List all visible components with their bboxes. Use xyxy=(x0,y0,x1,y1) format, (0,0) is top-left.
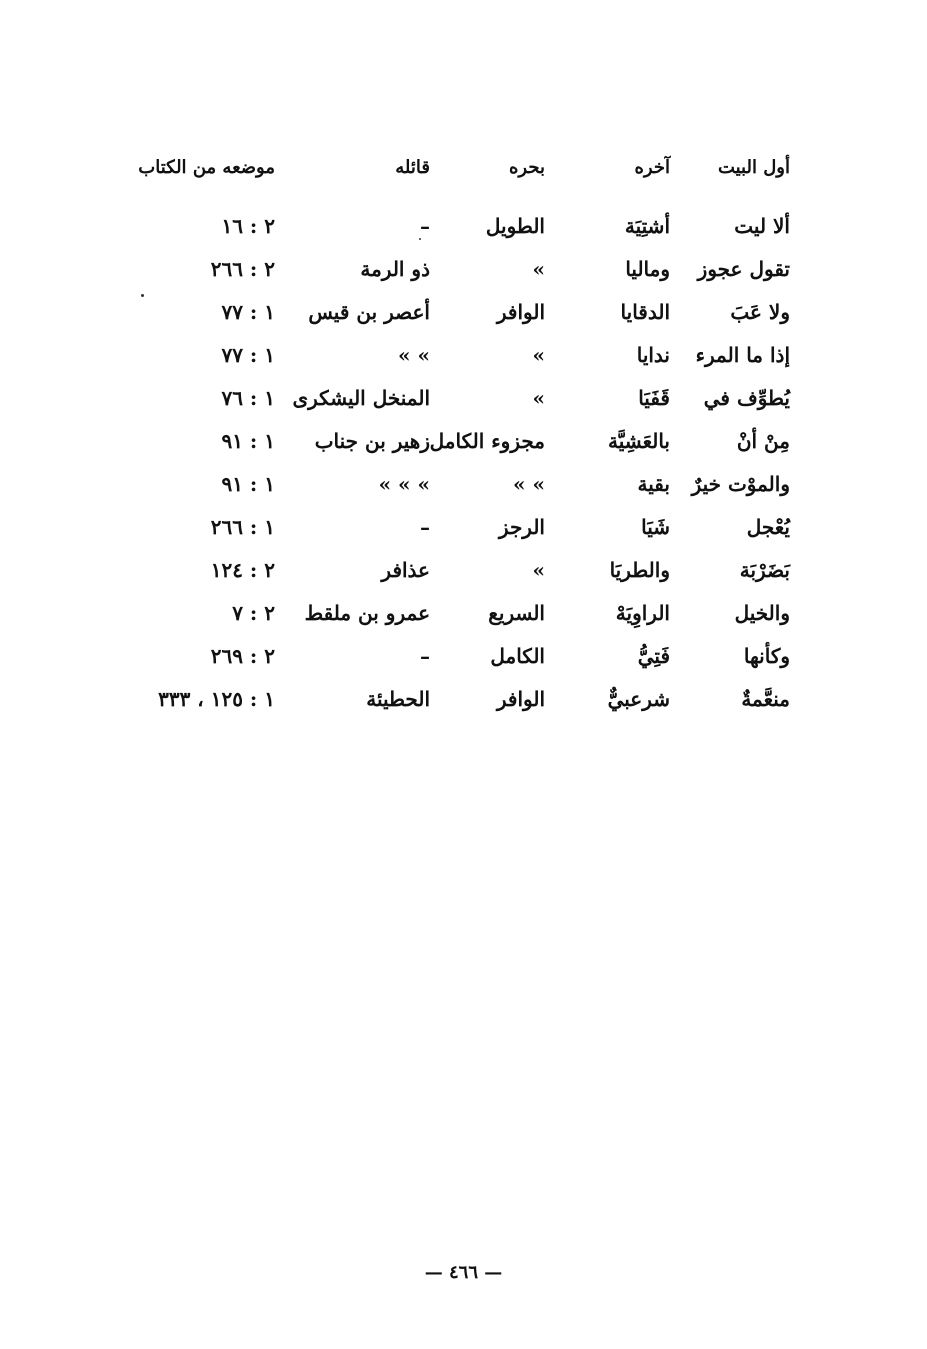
verse-meter: » xyxy=(532,386,545,410)
verse-location: ١ : ١٢٥ ، ٣٣٣ xyxy=(158,687,275,711)
verse-location: ٢ : ٧ xyxy=(232,601,275,625)
verse-first-words: إذا ما المرء xyxy=(695,343,790,367)
table-row xyxy=(130,595,790,638)
table-row xyxy=(130,509,790,552)
verse-poet: » » » xyxy=(378,472,430,496)
verse-meter: » xyxy=(532,257,545,281)
header-first-of-verse: أول البيت xyxy=(717,157,790,178)
verse-first-words: بَضَرْبَة xyxy=(739,558,790,582)
verse-poet: – xyxy=(420,515,430,539)
verse-last-word: قَفَيَا xyxy=(638,386,670,410)
verse-first-words: مِنْ أنْ xyxy=(736,429,790,453)
verse-meter: » xyxy=(532,558,545,582)
header-location: موضعه من الكتاب xyxy=(138,157,275,178)
verse-first-words: تقول عجوز xyxy=(697,257,790,281)
table-row xyxy=(130,337,790,380)
verse-last-word: ندايا xyxy=(636,343,670,367)
verse-first-words: منعَّمةٌ xyxy=(741,687,790,711)
verse-location: ٢ : ٢٦٦ xyxy=(210,257,275,281)
verse-meter: » xyxy=(532,343,545,367)
verse-poet: المنخل اليشكرى xyxy=(292,386,430,410)
verse-location: ٢ : ١٢٤ xyxy=(210,558,275,582)
header-poet: قائله xyxy=(395,157,430,178)
verse-poet: زهير بن جناب xyxy=(314,429,430,453)
verse-last-word: شَيَا xyxy=(641,515,670,539)
verse-meter: مجزوء الكامل xyxy=(429,429,545,453)
table-row xyxy=(130,423,790,466)
verse-location: ١ : ٧٦ xyxy=(221,386,275,410)
verse-last-word: بالعَشِيَّة xyxy=(607,429,670,453)
verse-location: ١ : ٩١ xyxy=(221,472,275,496)
verse-poet: أعصر بن قيس xyxy=(308,300,430,324)
verse-last-word: فَتِيُّ xyxy=(637,644,670,668)
verse-meter: الوافر xyxy=(496,300,545,324)
scan-speck xyxy=(419,238,421,240)
verse-meter: » » xyxy=(513,472,545,496)
verse-meter: الرجز xyxy=(498,515,545,539)
verse-last-word: شرعبيٌّ xyxy=(607,687,670,711)
table-row xyxy=(130,251,790,294)
verse-location: ١ : ٧٧ xyxy=(221,300,275,324)
table-row xyxy=(130,208,790,251)
verse-last-word: الراوِيَهْ xyxy=(615,601,670,625)
verse-meter: السريع xyxy=(488,601,545,625)
table-row xyxy=(130,380,790,423)
verse-last-word: والطريَا xyxy=(609,558,670,582)
verse-first-words: يُعْجل xyxy=(746,515,790,539)
verse-poet: – xyxy=(420,214,430,238)
verse-meter: الطويل xyxy=(485,214,545,238)
verse-first-words: والموْت خيرٌ xyxy=(691,472,790,496)
verse-location: ٢ : ٢٦٩ xyxy=(210,644,275,668)
header-end-of-verse: آخره xyxy=(634,157,670,178)
verse-index-table xyxy=(130,150,790,724)
header-meter: بحره xyxy=(509,157,545,178)
verse-last-word: أشتِيَة xyxy=(624,214,670,238)
verse-location: ١ : ٢٦٦ xyxy=(210,515,275,539)
verse-location: ١ : ٩١ xyxy=(221,429,275,453)
table-row xyxy=(130,681,790,724)
verse-last-word: الدقايا xyxy=(620,300,670,324)
verse-first-words: والخيل xyxy=(734,601,790,625)
verse-last-word: بقية xyxy=(637,472,670,496)
table-row xyxy=(130,294,790,337)
table-header-row xyxy=(130,150,790,208)
table-row xyxy=(130,466,790,509)
verse-first-words: ألا ليت xyxy=(734,214,790,238)
verse-first-words: ولا عَبَ xyxy=(730,300,790,324)
verse-first-words: وكأنها xyxy=(743,644,790,668)
verse-poet: ذو الرمة xyxy=(360,257,430,281)
page-number: — ٤٦٦ — xyxy=(424,1262,503,1283)
verse-first-words: يُطوِّف في xyxy=(703,386,790,410)
scan-speck xyxy=(141,294,144,297)
verse-meter: الوافر xyxy=(496,687,545,711)
verse-poet: عذافر xyxy=(381,558,430,582)
table-row xyxy=(130,638,790,681)
verse-location: ١ : ٧٧ xyxy=(221,343,275,367)
verse-last-word: وماليا xyxy=(625,257,670,281)
verse-poet: » » xyxy=(398,343,430,367)
verse-poet: الحطيئة xyxy=(366,687,430,711)
table-row xyxy=(130,552,790,595)
verse-poet: – xyxy=(420,644,430,668)
verse-location: ٢ : ١٦ xyxy=(221,214,275,238)
verse-poet: عمرو بن ملقط xyxy=(304,601,430,625)
verse-meter: الكامل xyxy=(490,644,545,668)
